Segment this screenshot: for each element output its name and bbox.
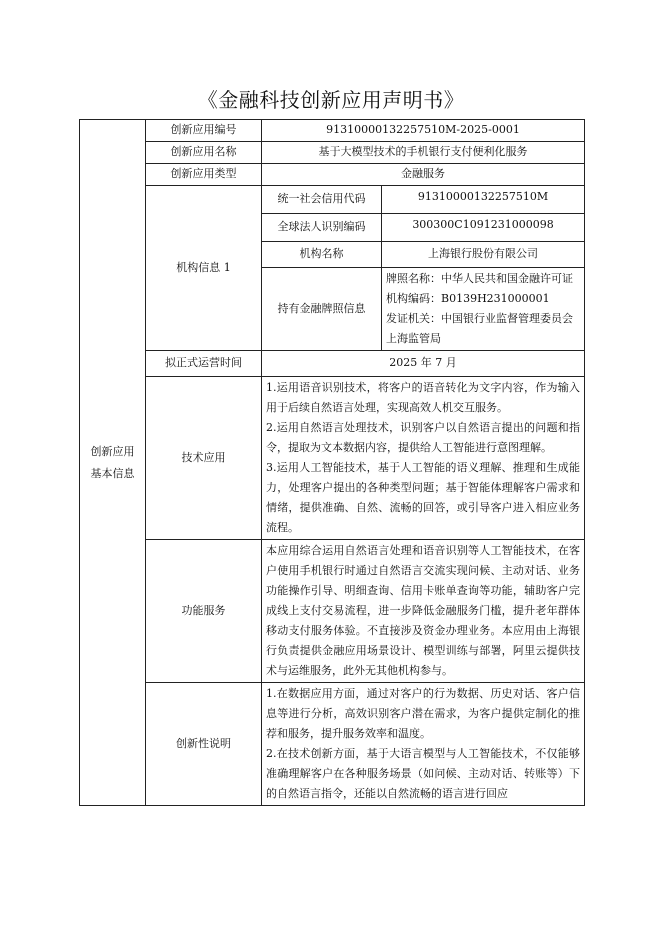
app-number-value: 91310000132257510M-2025-0001 [262, 120, 585, 142]
tech-paragraph-1: 1.运用语音识别技术，将客户的语音转化为文字内容，作为输入用于后续自然语言处理，实现高效人机交互服务。 [266, 381, 581, 414]
document-title: 《金融科技创新应用声明书》 [197, 88, 465, 112]
app-name-value: 基于大模型技术的手机银行支付便利化服务 [262, 142, 585, 164]
credit-code-label: 统一社会信用代码 [262, 186, 382, 214]
app-type-value: 金融服务 [262, 164, 585, 186]
institution-label: 机构信息 1 [146, 186, 262, 351]
section-label-cell [80, 120, 146, 806]
app-number-label: 创新应用编号 [146, 120, 262, 142]
innovation-content [262, 683, 585, 806]
tech-content [262, 377, 585, 540]
lei-label: 全球法人识别编码 [262, 214, 382, 242]
license-info [382, 268, 585, 351]
app-type-label: 创新应用类型 [146, 164, 262, 186]
innovation-label: 创新性说明 [146, 683, 262, 806]
lei-value: 300300C1091231000098 [382, 214, 585, 242]
function-content [262, 540, 585, 683]
launch-time-label: 拟正式运营时间 [146, 351, 262, 377]
credit-code-value: 91310000132257510M [382, 186, 585, 214]
innovation-paragraph-2: 2.在技术创新方面，基于大语言模型与人工智能技术，不仅能够准确理解客户在各种服务场景（如问候、主动对话、转账等）下的自然语言指令，还能以自然流畅的语言进行回应 [266, 747, 581, 800]
innovation-paragraph-1: 1.在数据应用方面，通过对客户的行为数据、历史对话、客户信息等进行分析，高效识别客户潜在需求，为客户提供定制化的推荐和服务，提升服务效率和温度。 [266, 687, 581, 740]
launch-time-value: 2025 年 7 月 [262, 351, 585, 377]
institution-name-value: 上海银行股份有限公司 [382, 242, 585, 268]
section-label: 创新应用 基本信息 [90, 444, 135, 480]
license-name-line: 牌照名称：中华人民共和国金融许可证 [386, 272, 573, 285]
tech-paragraph-2: 2.运用自然语言处理技术，识别客户以自然语言提出的问题和指令，提取为文本数据内容，提供给人工智能进行意图理解。 [266, 421, 581, 454]
license-code-line: 机构编码：B0139H231000001 [386, 292, 550, 305]
declaration-table [79, 119, 585, 806]
license-issuer-line: 发证机关：中国银行业监督管理委员会上海监管局 [386, 312, 573, 345]
institution-name-label: 机构名称 [262, 242, 382, 268]
function-paragraph-1: 本应用综合运用自然语言处理和语音识别等人工智能技术，在客户使用手机银行时通过自然语言交流实现问候、主动对话、业务功能操作引导、明细查询、信用卡账单查询等功能，辅助客户完成线上支付交易流程，进一步降低金融服务门槛，提升老年群体移动支付服务体验。不直接涉及资金办理业务。本应用由上海银行负责提供金融应用场景设计、模型训练与部署，阿里云提供技术与运维服务，此外无其他机构参与。 [266, 544, 581, 677]
app-name-label: 创新应用名称 [146, 142, 262, 164]
tech-label: 技术应用 [146, 377, 262, 540]
function-label: 功能服务 [146, 540, 262, 683]
license-label: 持有金融牌照信息 [262, 268, 382, 351]
tech-paragraph-3: 3.运用人工智能技术，基于人工智能的语义理解、推理和生成能力，处理客户提出的各种类型问题；基于智能体理解客户需求和情绪，提供准确、自然、流畅的回答，或引导客户进入相应业务流程。 [266, 461, 581, 534]
